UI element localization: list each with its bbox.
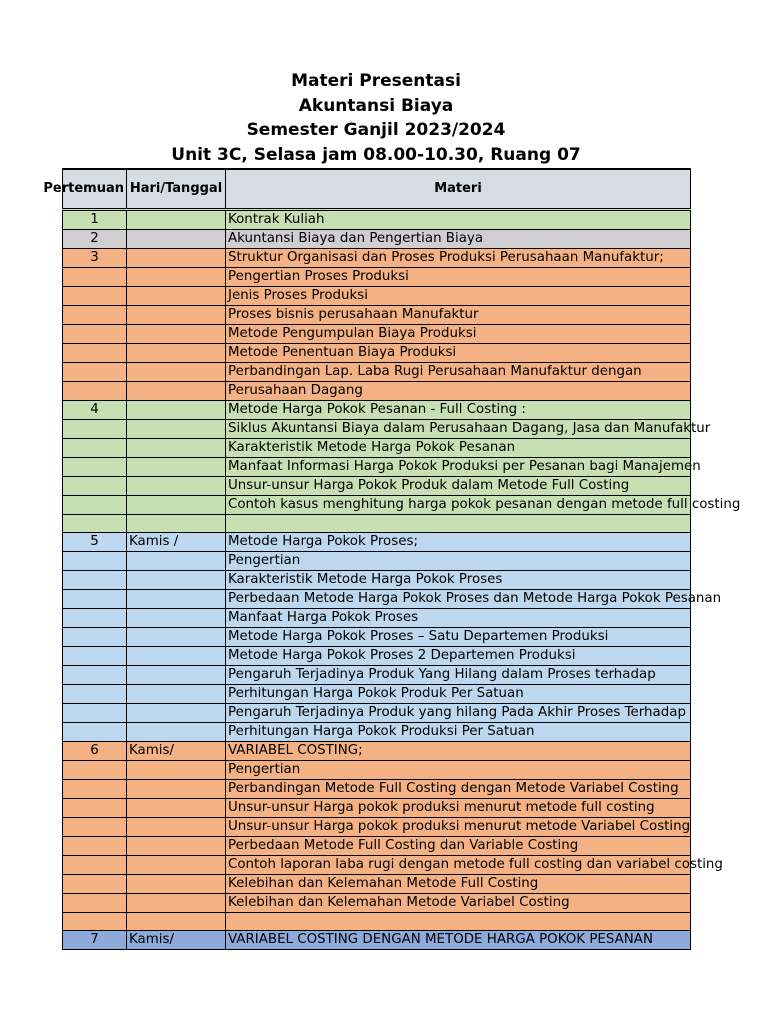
hari-tanggal-cell[interactable] [127, 248, 226, 267]
hari-tanggal-cell[interactable] [127, 495, 226, 514]
hari-tanggal-cell[interactable] [127, 760, 226, 779]
materi-cell[interactable]: Kelebihan dan Kelemahan Metode Variabel Costing [226, 893, 691, 912]
hari-tanggal-cell[interactable] [127, 381, 226, 400]
table-row [63, 646, 691, 665]
materi-cell[interactable]: Pengaruh Terjadinya Produk Yang Hilang dalam Proses terhadap [226, 665, 691, 684]
materi-cell[interactable]: Unsur-unsur Harga pokok produksi menurut metode full costing [226, 798, 691, 817]
table-row [63, 703, 691, 722]
hari-tanggal-cell[interactable]: Kamis / [127, 532, 226, 551]
pertemuan-cell[interactable] [63, 362, 127, 381]
materi-cell[interactable]: Pengertian [226, 760, 691, 779]
table-row [63, 741, 691, 760]
header-row [63, 169, 691, 209]
hari-tanggal-cell[interactable] [127, 438, 226, 457]
pertemuan-cell[interactable] [63, 855, 127, 874]
pertemuan-cell[interactable] [63, 381, 127, 400]
table-row [63, 589, 691, 608]
materi-cell[interactable]: Karakteristik Metode Harga Pokok Pesanan [226, 438, 691, 457]
table-row [63, 665, 691, 684]
hari-tanggal-cell[interactable] [127, 798, 226, 817]
table-row [63, 836, 691, 855]
document-title [62, 69, 690, 167]
table-row [63, 267, 691, 286]
table-row [63, 209, 691, 229]
table-row [63, 419, 691, 438]
pertemuan-cell[interactable] [63, 476, 127, 495]
table-row [63, 760, 691, 779]
table-row [63, 476, 691, 495]
pertemuan-cell[interactable] [63, 570, 127, 589]
pertemuan-cell[interactable] [63, 646, 127, 665]
pertemuan-cell[interactable] [63, 817, 127, 836]
hari-tanggal-cell[interactable] [127, 836, 226, 855]
materi-cell[interactable]: Metode Harga Pokok Proses; [226, 532, 691, 551]
pertemuan-cell[interactable]: 1 [63, 209, 127, 229]
header-pertemuan[interactable]: Pertemuan [63, 169, 127, 209]
table-row [63, 817, 691, 836]
materi-cell[interactable]: Contoh kasus menghitung harga pokok pesanan dengan metode full costing [226, 495, 691, 514]
table-row [63, 912, 691, 930]
materi-cell[interactable]: Manfaat Informasi Harga Pokok Produksi per Pesanan bagi Manajemen [226, 457, 691, 476]
table-row [63, 457, 691, 476]
pertemuan-cell[interactable] [63, 779, 127, 798]
table-row [63, 779, 691, 798]
pertemuan-cell[interactable] [63, 798, 127, 817]
table-row [63, 570, 691, 589]
pertemuan-cell[interactable] [63, 874, 127, 893]
hari-tanggal-cell[interactable] [127, 209, 226, 229]
materi-cell[interactable]: VARIABEL COSTING; [226, 741, 691, 760]
pertemuan-cell[interactable]: 2 [63, 229, 127, 248]
hari-tanggal-cell[interactable] [127, 305, 226, 324]
pertemuan-cell[interactable]: 7 [63, 931, 127, 950]
pertemuan-cell[interactable] [63, 419, 127, 438]
table-row [63, 931, 691, 950]
pertemuan-cell[interactable] [63, 267, 127, 286]
pertemuan-cell[interactable] [63, 684, 127, 703]
materi-cell[interactable]: Metode Harga Pokok Pesanan - Full Costing : [226, 400, 691, 419]
pertemuan-cell[interactable] [63, 627, 127, 646]
table-row [63, 627, 691, 646]
hari-tanggal-cell[interactable] [127, 817, 226, 836]
hari-tanggal-cell[interactable] [127, 912, 226, 930]
hari-tanggal-cell[interactable] [127, 229, 226, 248]
table-row [63, 305, 691, 324]
materi-cell[interactable]: Karakteristik Metode Harga Pokok Proses [226, 570, 691, 589]
hari-tanggal-cell[interactable] [127, 722, 226, 741]
table-row [63, 874, 691, 893]
pertemuan-cell[interactable] [63, 608, 127, 627]
materi-cell[interactable] [226, 514, 691, 532]
table-row [63, 495, 691, 514]
pertemuan-cell[interactable]: 4 [63, 400, 127, 419]
table-row [63, 438, 691, 457]
pertemuan-cell[interactable] [63, 551, 127, 570]
materi-cell[interactable]: Perhitungan Harga Pokok Produksi Per Satuan [226, 722, 691, 741]
hari-tanggal-cell[interactable] [127, 286, 226, 305]
hari-tanggal-cell[interactable] [127, 476, 226, 495]
header-hari-tanggal[interactable]: Hari/Tanggal [127, 169, 226, 209]
hari-tanggal-cell[interactable] [127, 665, 226, 684]
materi-cell[interactable]: Siklus Akuntansi Biaya dalam Perusahaan Dagang, Jasa dan Manufaktur [226, 419, 691, 438]
materi-cell[interactable]: Kontrak Kuliah [226, 209, 691, 229]
pertemuan-cell[interactable] [63, 514, 127, 532]
hari-tanggal-cell[interactable] [127, 457, 226, 476]
materi-cell[interactable]: Pengertian [226, 551, 691, 570]
materi-cell[interactable]: Unsur-unsur Harga Pokok Produk dalam Metode Full Costing [226, 476, 691, 495]
pertemuan-cell[interactable] [63, 438, 127, 457]
materi-cell[interactable]: VARIABEL COSTING DENGAN METODE HARGA POKOK PESANAN [226, 931, 691, 950]
hari-tanggal-cell[interactable] [127, 874, 226, 893]
hari-tanggal-cell[interactable] [127, 855, 226, 874]
pertemuan-cell[interactable] [63, 703, 127, 722]
pertemuan-cell[interactable] [63, 893, 127, 912]
table-row [63, 381, 691, 400]
hari-tanggal-cell[interactable] [127, 893, 226, 912]
pertemuan-cell[interactable] [63, 324, 127, 343]
table-body [63, 209, 741, 950]
materi-cell[interactable]: Perbandingan Metode Full Costing dengan Metode Variabel Costing [226, 779, 691, 798]
pertemuan-cell[interactable] [63, 665, 127, 684]
materi-cell[interactable]: Manfaat Harga Pokok Proses [226, 608, 691, 627]
materi-cell[interactable]: Akuntansi Biaya dan Pengertian Biaya [226, 229, 691, 248]
hari-tanggal-cell[interactable] [127, 419, 226, 438]
materi-cell[interactable] [226, 912, 691, 930]
materi-cell[interactable]: Contoh laporan laba rugi dengan metode full costing dan variabel costing [226, 855, 691, 874]
pertemuan-cell[interactable] [63, 589, 127, 608]
table-row [63, 514, 691, 532]
table-row [63, 324, 691, 343]
materi-cell[interactable]: Kelebihan dan Kelemahan Metode Full Costing [226, 874, 691, 893]
materi-cell[interactable]: Pengertian Proses Produksi [226, 267, 691, 286]
table-row [63, 362, 691, 381]
title-line-3: Semester Ganjil 2023/2024 [246, 120, 506, 141]
materi-cell[interactable]: Perbedaan Metode Harga Pokok Proses dan Metode Harga Pokok Pesanan [226, 589, 691, 608]
table-row [63, 798, 691, 817]
pertemuan-cell[interactable] [63, 760, 127, 779]
table-row [63, 532, 691, 551]
pertemuan-cell[interactable]: 3 [63, 248, 127, 267]
schedule-table [43, 168, 741, 950]
table-row [63, 551, 691, 570]
table-row [63, 286, 691, 305]
hari-tanggal-cell[interactable] [127, 627, 226, 646]
hari-tanggal-cell[interactable] [127, 362, 226, 381]
hari-tanggal-cell[interactable] [127, 551, 226, 570]
materi-cell[interactable]: Unsur-unsur Harga pokok produksi menurut metode Variabel Costing [226, 817, 691, 836]
materi-cell[interactable]: Jenis Proses Produksi [226, 286, 691, 305]
pertemuan-cell[interactable] [63, 912, 127, 930]
materi-cell[interactable]: Perbandingan Lap. Laba Rugi Perusahaan Manufaktur dengan [226, 362, 691, 381]
materi-cell[interactable]: Perusahaan Dagang [226, 381, 691, 400]
table-row [63, 684, 691, 703]
pertemuan-cell[interactable]: 5 [63, 532, 127, 551]
materi-cell[interactable]: Pengaruh Terjadinya Produk yang hilang Pada Akhir Proses Terhadap [226, 703, 691, 722]
table-row [63, 893, 691, 912]
hari-tanggal-cell[interactable] [127, 400, 226, 419]
materi-cell[interactable]: Metode Pengumpulan Biaya Produksi [226, 324, 691, 343]
pertemuan-cell[interactable] [63, 722, 127, 741]
pertemuan-cell[interactable] [63, 457, 127, 476]
materi-cell[interactable]: Metode Harga Pokok Proses – Satu Departemen Produksi [226, 627, 691, 646]
header-materi[interactable]: Materi [226, 169, 691, 209]
hari-tanggal-cell[interactable]: Kamis/ [127, 931, 226, 950]
materi-cell[interactable]: Metode Harga Pokok Proses 2 Departemen Produksi [226, 646, 691, 665]
materi-cell[interactable]: Struktur Organisasi dan Proses Produksi Perusahaan Manufaktur; [226, 248, 691, 267]
title-line-1: Materi Presentasi [291, 71, 461, 91]
hari-tanggal-cell[interactable] [127, 646, 226, 665]
table-row [63, 722, 691, 741]
materi-cell[interactable]: Proses bisnis perusahaan Manufaktur [226, 305, 691, 324]
hari-tanggal-cell[interactable] [127, 589, 226, 608]
table-row [63, 248, 691, 267]
hari-tanggal-cell[interactable] [127, 608, 226, 627]
materi-cell[interactable]: Metode Penentuan Biaya Produksi [226, 343, 691, 362]
title-line-4: Unit 3C, Selasa jam 08.00-10.30, Ruang 07 [171, 144, 581, 165]
hari-tanggal-cell[interactable] [127, 703, 226, 722]
hari-tanggal-cell[interactable] [127, 570, 226, 589]
pertemuan-cell[interactable] [63, 286, 127, 305]
hari-tanggal-cell[interactable] [127, 514, 226, 532]
pertemuan-cell[interactable] [63, 305, 127, 324]
pertemuan-cell[interactable]: 6 [63, 741, 127, 760]
hari-tanggal-cell[interactable] [127, 267, 226, 286]
hari-tanggal-cell[interactable] [127, 684, 226, 703]
table-row [63, 400, 691, 419]
table-row [63, 855, 691, 874]
pertemuan-cell[interactable] [63, 495, 127, 514]
hari-tanggal-cell[interactable]: Kamis/ [127, 741, 226, 760]
pertemuan-cell[interactable] [63, 836, 127, 855]
hari-tanggal-cell[interactable] [127, 324, 226, 343]
hari-tanggal-cell[interactable] [127, 343, 226, 362]
materi-cell[interactable]: Perbedaan Metode Full Costing dan Variable Costing [226, 836, 691, 855]
hari-tanggal-cell[interactable] [127, 779, 226, 798]
pertemuan-cell[interactable] [63, 343, 127, 362]
table-row [63, 229, 691, 248]
table-row [63, 608, 691, 627]
materi-cell[interactable]: Perhitungan Harga Pokok Produk Per Satuan [226, 684, 691, 703]
title-line-2: Akuntansi Biaya [298, 95, 454, 116]
table-row [63, 343, 691, 362]
